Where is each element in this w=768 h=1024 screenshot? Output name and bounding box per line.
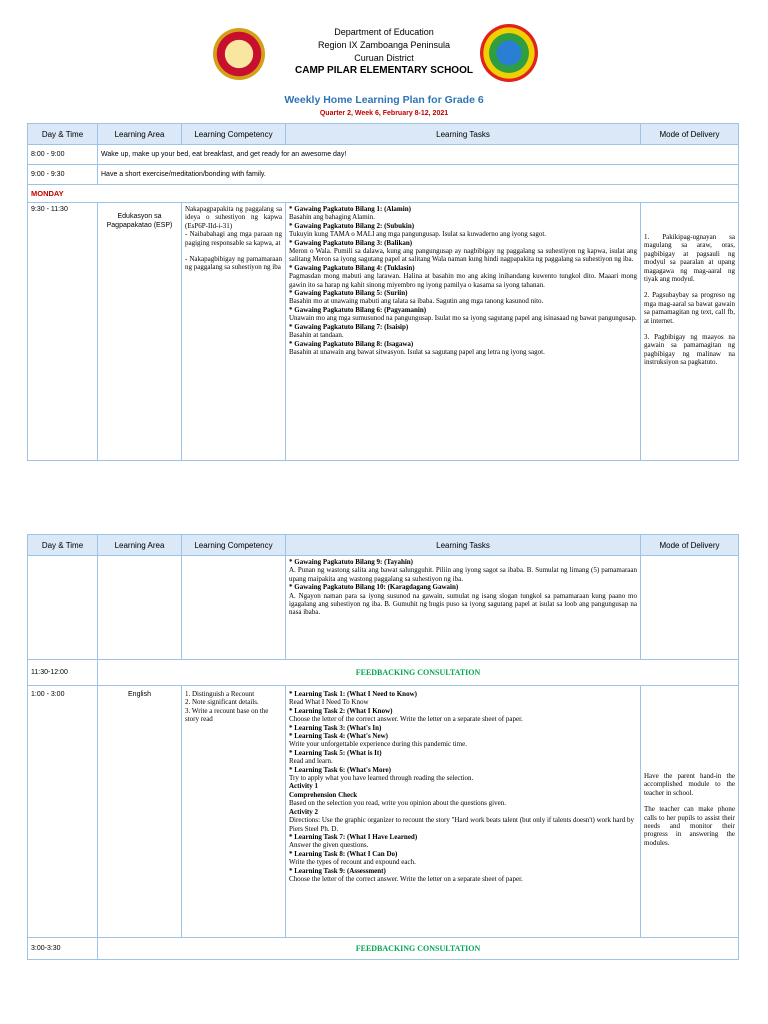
col-header-learning-competency: Learning Competency bbox=[182, 535, 286, 556]
competency-item: 3. Write a recount base on the story read bbox=[185, 706, 269, 724]
task-text: Basahin mo at unawaing mabuti ang talata sa ibaba. Sagutin ang mga tanong kasunod nito. bbox=[289, 297, 544, 306]
task-heading: * Learning Task 4: (What's New) bbox=[289, 732, 388, 741]
competency-item: - Nakapagbibigay ng pamamaraan ng paggalang sa suhestiyon ng iba bbox=[185, 255, 282, 272]
task-text: Pagmasdan mong mabuti ang larawan. Halina at basahin mo ang aking inihandang kuwento tungkol dito. Maaari mong gawin ito sa harap ng kahit sinong miyembro ng iyong pamilya o kasama sa iyong tahanan. bbox=[289, 272, 637, 289]
task-heading: * Learning Task 8: (What I Can Do) bbox=[289, 849, 398, 858]
empty-cell bbox=[98, 556, 182, 660]
plan-table-page-1 bbox=[27, 123, 739, 461]
task-heading: Activity 1 bbox=[289, 782, 318, 791]
time-cell: 9:30 - 11:30 bbox=[28, 203, 98, 461]
delivery-item: 3. Pagbibigay ng maayos na gawain sa pamamagitan ng pagbibigay ng malinaw na instruksiyon sa pagkatuto. bbox=[644, 333, 735, 367]
col-header-learning-tasks: Learning Tasks bbox=[286, 535, 641, 556]
task-heading: * Gawaing Pagkatuto Bilang 1: (Alamin) bbox=[289, 205, 411, 213]
time-cell: 1:00 - 3:00 bbox=[28, 686, 98, 938]
delivery-cell bbox=[641, 686, 739, 938]
feedbacking-banner: FEEDBACKING CONSULTATION bbox=[98, 660, 739, 686]
empty-cell bbox=[28, 556, 98, 660]
col-header-learning-tasks: Learning Tasks bbox=[286, 124, 641, 145]
task-heading: Activity 2 bbox=[289, 807, 318, 816]
task-heading: * Gawaing Pagkatuto Bilang 2: (Subukin) bbox=[289, 221, 415, 230]
competency-item: 1. Distinguish a Recount bbox=[185, 690, 255, 698]
task-text: Try to apply what you have learned through reading the selection. bbox=[289, 774, 474, 783]
task-text: Choose the letter of the correct answer. Write the letter on a separate sheet of paper. bbox=[289, 715, 523, 724]
task-text: Unawain mo ang mga sumusunod na pangungusap. Isulat mo sa iyong sagutang papel ang isinasaad ng bawat pangungusap. bbox=[289, 314, 637, 323]
task-heading: * Gawaing Pagkatuto Bilang 9: (Tayahin) bbox=[289, 558, 414, 566]
col-header-day-time: Day & Time bbox=[28, 535, 98, 556]
task-heading: * Learning Task 7: (What I Have Learned) bbox=[289, 832, 418, 841]
delivery-item: 2. Pagsubaybay sa progreso ng mga mag-aaral sa bawat gawain sa pamamagitan ng text, call fb, at internet. bbox=[644, 291, 735, 325]
learning-area-cell: English bbox=[98, 686, 182, 938]
task-text: Write your unforgettable experience during this pandemic time. bbox=[289, 740, 468, 749]
plan-title: Weekly Home Learning Plan for Grade 6 bbox=[284, 94, 484, 106]
school-name: CAMP PILAR ELEMENTARY SCHOOL bbox=[295, 65, 473, 76]
col-header-learning-competency: Learning Competency bbox=[182, 124, 286, 145]
time-cell: 8:00 - 9:00 bbox=[28, 145, 98, 165]
header-line-3: Curuan District bbox=[354, 53, 414, 63]
task-heading: * Gawaing Pagkatuto Bilang 6: (Pagyamanin) bbox=[289, 305, 427, 314]
task-heading: * Learning Task 2: (What I Know) bbox=[289, 706, 393, 715]
task-text: A. Ngayon naman para sa iyong susunod na gawain, sumulat ng isang slogan tungkol sa pamamaraan kung paano mo igagalang ang suhestiyon ng iba. B. Gumuhit ng hugis puso sa iyong sagutang papel at isulat sa loob ang pangungusap na nasa ibaba. bbox=[289, 591, 637, 617]
time-cell: 9:00 - 9:30 bbox=[28, 165, 98, 185]
task-text: Tukuyin kung TAMA o MALI ang mga pangungusap. Isulat sa kuwaderno ang iyong sagot. bbox=[289, 230, 547, 239]
task-text: Choose the letter of the correct answer. Write the letter on a separate sheet of paper. bbox=[289, 874, 523, 883]
tasks-cell bbox=[286, 556, 641, 660]
task-heading: * Gawaing Pagkatuto Bilang 5: (Suriin) bbox=[289, 289, 408, 298]
competency-cell bbox=[182, 203, 286, 461]
task-text: Based on the selection you read, write you opinion about the questions given. bbox=[289, 799, 506, 808]
col-header-mode-of-delivery: Mode of Delivery bbox=[641, 124, 739, 145]
task-heading: * Gawaing Pagkatuto Bilang 10: (Karagdagang Gawain) bbox=[289, 583, 459, 592]
delivery-item: 1. Pakikipag-ugnayan sa magulang sa araw, oras, pagbibigay at pagsauli ng modyul sa paaralan at upang magagawa ng mag-aaral ng tiyak ang modyul. bbox=[644, 233, 735, 284]
task-text: Basahin ang bahaging Alamin. bbox=[289, 213, 375, 222]
delivery-cell bbox=[641, 203, 739, 461]
col-header-mode-of-delivery: Mode of Delivery bbox=[641, 535, 739, 556]
delivery-item: The teacher can make phone calls to her pupils to assist their needs and monitor their progress in answering the modules. bbox=[644, 805, 735, 847]
time-cell: 11:30-12:00 bbox=[28, 660, 98, 686]
task-text: Directions: Use the graphic organizer to recount the story "Hard work beats talent (but only if talents doesn't) work hard by Piers Steel Ph. D. bbox=[289, 816, 634, 833]
header-line-2: Region IX Zamboanga Peninsula bbox=[317, 40, 451, 50]
task-heading: * Learning Task 5: (What is It) bbox=[289, 748, 382, 757]
day-label: MONDAY bbox=[28, 185, 739, 203]
col-header-learning-area: Learning Area bbox=[98, 535, 182, 556]
task-text: Basahin at tandaan. bbox=[289, 331, 344, 340]
task-text: Meron o Wala. Pumili sa dalawa, kung ang pangungusap ay nagbibigay ng paggalang sa suhestiyon ng kapwa, isulat ang salitang Meron sa iyong sagutang papel at salitang Wala naman kung hindi nagpapakita ng paggalang sa suhestiyon ng iba. bbox=[289, 247, 637, 264]
tasks-cell bbox=[286, 686, 641, 938]
feedbacking-banner: FEEDBACKING CONSULTATION bbox=[98, 938, 739, 960]
competency-item: Nakapagpapakita ng paggalang sa ideya o suhestiyon ng kapwa (EsP6P-IId-i-31) bbox=[185, 205, 282, 230]
task-text: Read and learn. bbox=[289, 757, 333, 766]
task-text: Read What I Need To Know bbox=[289, 698, 369, 707]
task-heading: * Learning Task 1: (What I Need to Know) bbox=[289, 690, 417, 698]
competency-item: 2. Note significant details. bbox=[185, 698, 259, 707]
task-text: Answer the given questions. bbox=[289, 841, 369, 850]
delivery-item: Have the parent hand-in the accomplished module to the teacher in school. bbox=[644, 772, 735, 797]
task-heading: * Learning Task 9: (Assessment) bbox=[289, 866, 386, 875]
competency-cell bbox=[182, 686, 286, 938]
plan-table-page-2 bbox=[27, 534, 739, 960]
competency-item: - Naibabahagi ang mga paraan ng pagiging responsable sa kapwa, at bbox=[185, 230, 282, 247]
learning-area-cell: Edukasyon sa Pagpapakatao (ESP) bbox=[98, 203, 182, 461]
task-heading: * Learning Task 3: (What's In) bbox=[289, 723, 382, 732]
activity-cell: Have a short exercise/meditation/bonding with family. bbox=[98, 165, 739, 185]
task-text: Write the types of recount and expound each. bbox=[289, 858, 416, 867]
task-text: Basahin at unawain ang bawat sitwasyon. Isulat sa sagutang papel ang letra ng iyong sagot. bbox=[289, 347, 545, 356]
task-heading: Comprehension Check bbox=[289, 790, 358, 799]
activity-cell: Wake up, make up your bed, eat breakfast, and get ready for an awesome day! bbox=[98, 145, 739, 165]
task-heading: * Gawaing Pagkatuto Bilang 3: (Balikan) bbox=[289, 238, 413, 247]
task-heading: * Gawaing Pagkatuto Bilang 8: (Isagawa) bbox=[289, 339, 414, 348]
empty-cell bbox=[641, 556, 739, 660]
task-heading: * Learning Task 6: (What's More) bbox=[289, 765, 391, 774]
task-text: A. Punan ng wastong salita ang bawat salungguhit. Piliin ang iyong sagot sa ibaba. B. Sumulat ng limang (5) pamamaraan upang maipakita ang wastong paggalang sa suhestiyon ng iba. bbox=[289, 566, 637, 583]
col-header-learning-area: Learning Area bbox=[98, 124, 182, 145]
time-cell: 3:00-3:30 bbox=[28, 938, 98, 960]
header-line-1: Department of Education bbox=[334, 27, 434, 37]
tasks-cell bbox=[286, 203, 641, 461]
task-heading: * Gawaing Pagkatuto Bilang 7: (Isaisip) bbox=[289, 322, 409, 331]
col-header-day-time: Day & Time bbox=[28, 124, 98, 145]
empty-cell bbox=[182, 556, 286, 660]
plan-subtitle: Quarter 2, Week 6, February 8-12, 2021 bbox=[319, 110, 449, 117]
task-heading: * Gawaing Pagkatuto Bilang 4: (Tuklasin) bbox=[289, 263, 415, 272]
